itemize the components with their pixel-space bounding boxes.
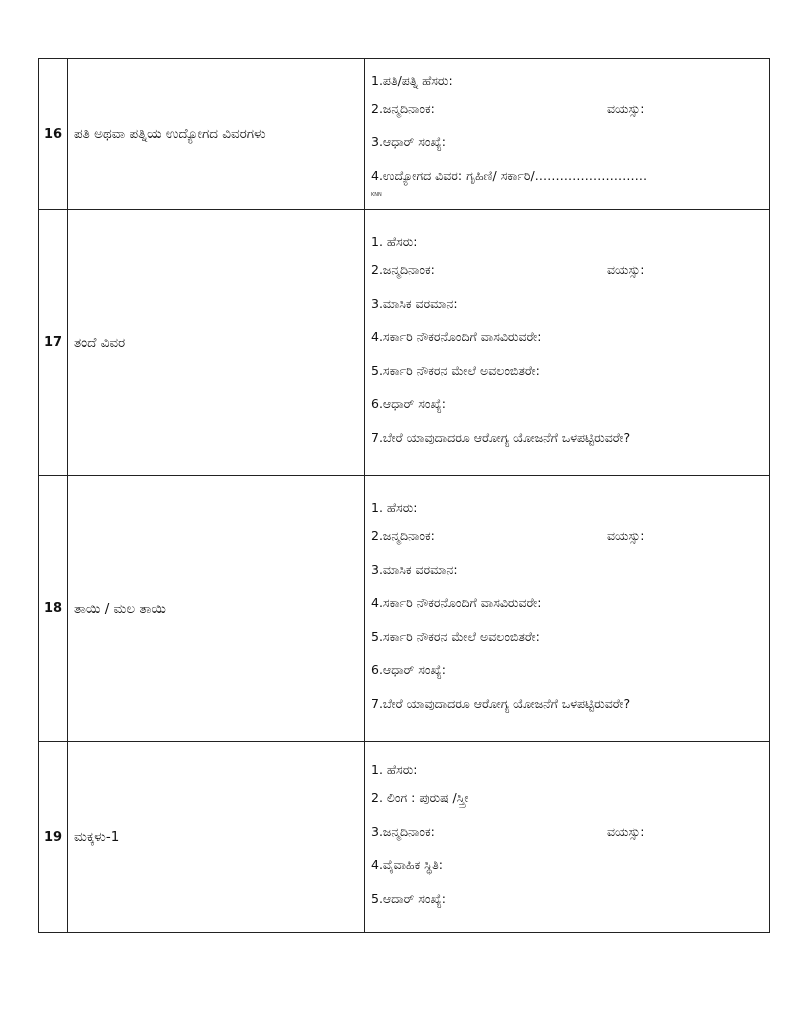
field-dependent: 5.ಸರ್ಕಾರಿ ನೌಕರನ ಮೇಲೆ ಅವಲಂಬಿತರೇ: bbox=[371, 362, 540, 378]
field-aadhaar: 6.ಆಧಾರ್ ಸಂಖ್ಯೆ: bbox=[371, 662, 447, 677]
row-label: ಪತಿ ಅಥವಾ ಪತ್ನಿಯ ಉದ್ಯೋಗದ ವಿವರಗಳು bbox=[68, 59, 365, 210]
row-fields bbox=[365, 210, 770, 476]
field-dob bbox=[371, 519, 769, 553]
field-age-label: ವಯಸ್ಸು: bbox=[607, 100, 645, 116]
field-lives-with: 4.ಸರ್ಕಾರಿ ನೌಕರನೊಂದಿಗೆ ವಾಸವಿರುವರೇ: bbox=[371, 595, 542, 610]
row-number: 18 bbox=[39, 476, 68, 742]
details-table bbox=[38, 58, 770, 933]
table-row-19 bbox=[39, 742, 770, 933]
row-label: ಮಕ್ಕಳು-1 bbox=[68, 742, 365, 933]
footnote-mark: KNN bbox=[371, 192, 382, 199]
row-label: ತಂದೆ ವಿವರ bbox=[68, 210, 365, 476]
field-aadhaar: 3.ಆಧಾರ್ ಸಂಖ್ಯೆ: bbox=[371, 134, 447, 150]
field-age-label: ವಯಸ್ಸು: bbox=[607, 262, 645, 277]
field-age-label: ವಯಸ್ಸು: bbox=[607, 528, 645, 543]
field-aadhaar: 6.ಆಧಾರ್ ಸಂಖ್ಯೆ: bbox=[371, 396, 447, 411]
field-spouse-name: 1.ಪತಿ/ಪತ್ನಿ ಹೆಸರು: bbox=[371, 72, 453, 88]
field-dob-label: 2.ಜನ್ಮದಿನಾಂಕ: bbox=[371, 262, 435, 277]
table-row-18 bbox=[39, 476, 770, 742]
row-fields bbox=[365, 742, 770, 933]
field-aadhaar: 5.ಆದಾರ್ ಸಂಖ್ಯೆ: bbox=[371, 890, 447, 906]
row-fields bbox=[365, 59, 770, 210]
field-other-scheme: 7.ಬೇರೆ ಯಾವುದಾದರೂ ಆರೋಗ್ಯ ಯೋಜನೆಗೆ ಒಳಪಟ್ಟಿರುವರೇ? bbox=[371, 695, 631, 711]
field-other-scheme: 7.ಬೇರೆ ಯಾವುದಾದರೂ ಆರೋಗ್ಯ ಯೋಜನೆಗೆ ಒಳಪಟ್ಟಿರುವರೇ? bbox=[371, 429, 631, 445]
field-name: 1. ಹೆಸರು: bbox=[371, 234, 418, 249]
field-name: 1. ಹೆಸರು: bbox=[371, 500, 418, 515]
field-gender: 2. ಲಿಂಗ : ಪುರುಷ /ಸ್ತ್ರೀ bbox=[371, 790, 469, 805]
field-occupation: 4.ಉದ್ಯೋಗದ ವಿವರ: ಗೃಹಿಣಿ/ ಸರ್ಕಾರಿ/……………………… bbox=[371, 167, 648, 183]
field-age-label: ವಯಸ್ಸು: bbox=[607, 823, 645, 839]
field-marital-status: 4.ವೈವಾಹಿಕ ಸ್ಥಿತಿ: bbox=[371, 857, 443, 872]
row-number: 16 bbox=[39, 59, 68, 210]
field-lives-with: 4.ಸರ್ಕಾರಿ ನೌಕರನೊಂದಿಗೆ ವಾಸವಿರುವರೇ: bbox=[371, 329, 542, 344]
field-name: 1. ಹೆಸರು: bbox=[371, 762, 418, 777]
row-number: 17 bbox=[39, 210, 68, 476]
row-fields bbox=[365, 476, 770, 742]
field-dob bbox=[371, 815, 769, 849]
row-label: ತಾಯಿ / ಮಲ ತಾಯಿ bbox=[68, 476, 365, 742]
field-dob-label: 2.ಜನ್ಮದಿನಾಂಕ: bbox=[371, 100, 435, 116]
field-monthly-income: 3.ಮಾಸಿಕ ವರಮಾನ: bbox=[371, 295, 458, 311]
table-row-16 bbox=[39, 59, 770, 210]
field-dob bbox=[371, 92, 769, 126]
field-dependent: 5.ಸರ್ಕಾರಿ ನೌಕರನ ಮೇಲೆ ಅವಲಂಬಿತರೇ: bbox=[371, 628, 540, 644]
field-monthly-income: 3.ಮಾಸಿಕ ವರಮಾನ: bbox=[371, 561, 458, 577]
table-row-17 bbox=[39, 210, 770, 476]
row-number: 19 bbox=[39, 742, 68, 933]
field-dob-label: 3.ಜನ್ಮದಿನಾಂಕ: bbox=[371, 823, 435, 839]
field-dob bbox=[371, 253, 769, 287]
field-dob-label: 2.ಜನ್ಮದಿನಾಂಕ: bbox=[371, 528, 435, 543]
